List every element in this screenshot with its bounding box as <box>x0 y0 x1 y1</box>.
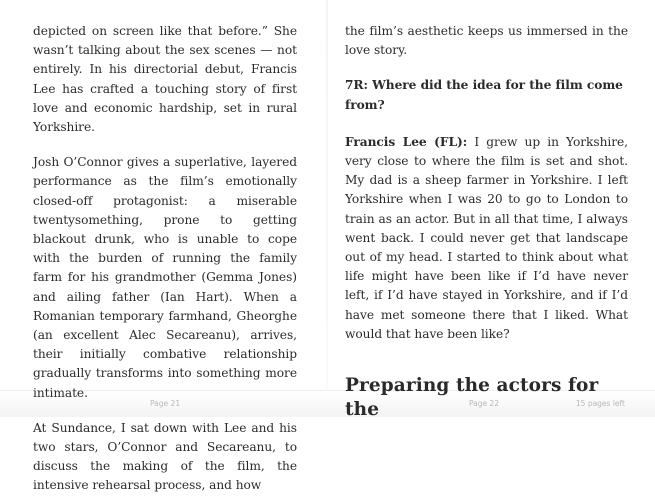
answer-speaker: Francis Lee (FL): <box>345 134 468 149</box>
left-page-number: Page 21 <box>150 399 181 408</box>
paragraph-1: depicted on screen like that before.” She wasn’t talking about the sex scenes — not entirely. In his directorial debut, Francis Lee has crafted a touching story of first love and economic hardship, set in rural Yorkshire. <box>33 24 297 135</box>
right-page-number: Page 22 <box>469 399 500 408</box>
right-page <box>327 0 654 421</box>
left-page <box>0 0 327 493</box>
paragraph-intro: the film’s aesthetic keeps us immersed in the love story. <box>345 24 628 58</box>
interview-question: 7R: Where did the idea for the film come from? <box>345 78 623 112</box>
interview-answer <box>345 133 628 344</box>
pages-left-indicator: 15 pages left <box>575 399 625 408</box>
paragraph-3: At Sundance, I sat down with Lee and his two stars, O’Connor and Secareanu, to discuss the making of the film, the intensive rehearsal process, and how <box>33 420 297 493</box>
section-heading: Preparing the actors for the <box>345 375 599 421</box>
answer-text: I grew up in Yorkshire, very close to where the film is set and shot. My dad is a sheep farmer in Yorkshire. I left Yorkshire when I was 20 to go to London to train as an actor. But in all that time, I always went back. I could never get that landscape out of my head. I started to think about what life might have been like if I’d have never left, if I’d have stayed in Yorkshire, and if I’d have met someone there that I liked. What would that have been like? <box>345 134 628 341</box>
paragraph-2: Josh O’Connor gives a superlative, layered performance as the film’s emotionally closed-off protagonist: a miserable twentysomething, prone to getting blackout drunk, who is unable to cope with the burden of running the family farm for his grandmother (Gemma Jones) and ailing father (Ian Hart). When a Romanian temporary farmhand, Gheorghe (an excellent Alec Secareanu), arrives, their initially combative relationship gradually transforms into something more intimate. <box>33 155 297 400</box>
